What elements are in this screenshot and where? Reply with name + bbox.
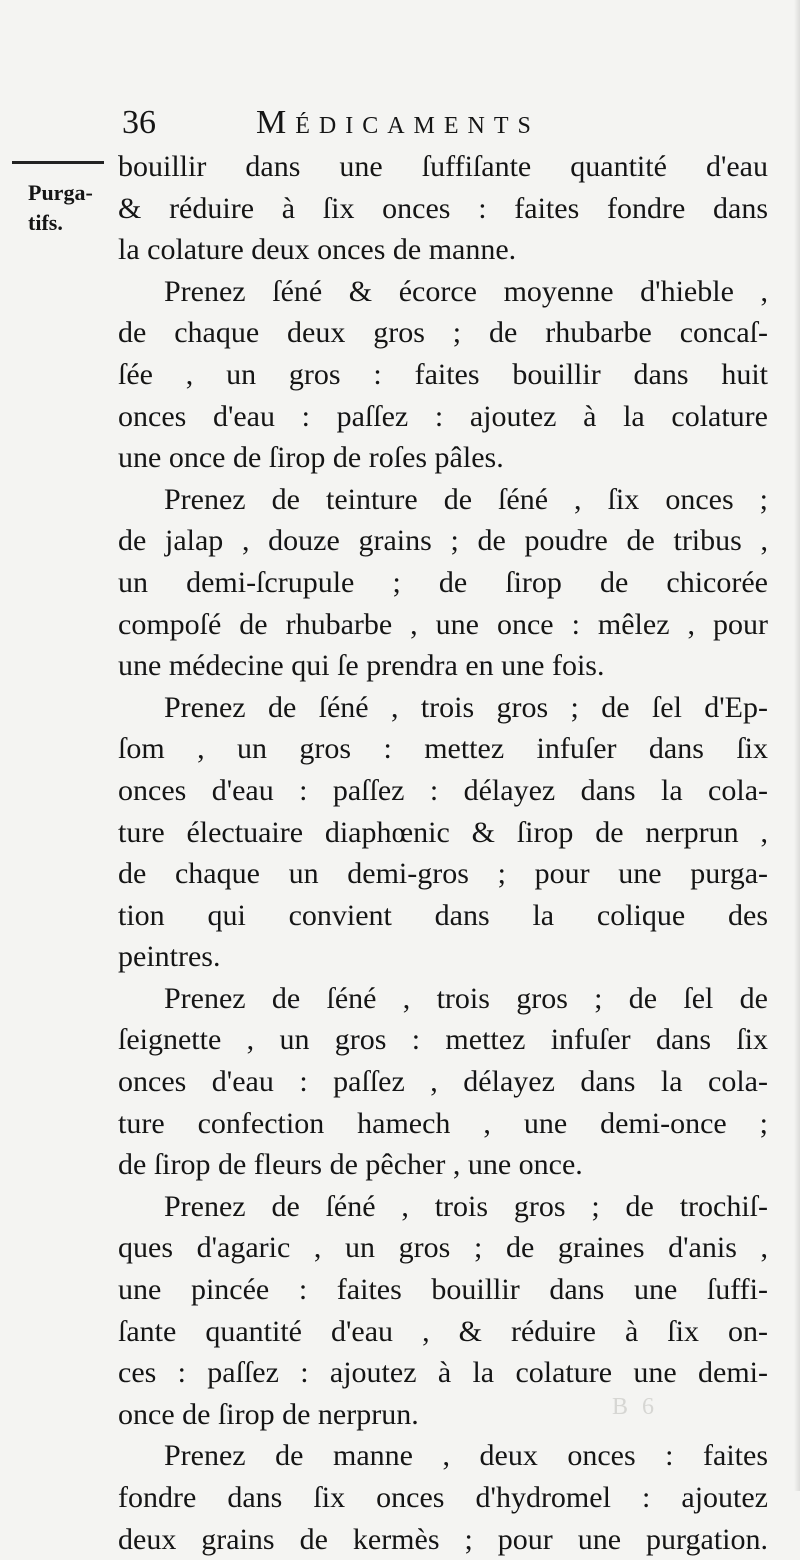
text-line: Prenez de ſéné , trois gros ; de ſel de bbox=[164, 981, 768, 1015]
text-line: de ſirop de fleurs de pêcher , une once. bbox=[118, 1148, 583, 1182]
text-line: once de ſirop de nerprun. bbox=[118, 1397, 419, 1431]
text-line: fondre dans ſix onces d'hydromel : ajoutez bbox=[118, 1481, 768, 1514]
text-line: Prenez de manne , deux onces : faites bbox=[164, 1439, 768, 1473]
page-body-text bbox=[118, 146, 768, 1560]
text-line: Prenez de teinture de ſéné , ſix onces ; bbox=[164, 482, 768, 516]
text-line: ture électuaire diaphœnic & ſirop de nerprun , bbox=[118, 815, 768, 849]
text-line: ſante quantité d'eau , & réduire à ſix on- bbox=[118, 1314, 768, 1348]
signature-mark: B 6 bbox=[612, 1394, 659, 1420]
running-head: Médicaments bbox=[256, 104, 540, 141]
text-line: une once de ſirop de roſes pâles. bbox=[118, 441, 504, 475]
margin-note-line: tifs. bbox=[28, 210, 63, 235]
text-line: une médecine qui ſe prendra en une fois. bbox=[118, 649, 605, 683]
text-line: tion qui convient dans la colique des bbox=[118, 898, 768, 932]
text-line: une pincée : faites bouillir dans une ſuffi- bbox=[118, 1273, 768, 1307]
text-line: onces d'eau : paſſez : ajoutez à la colature bbox=[118, 399, 768, 433]
text-line: onces d'eau : paſſez : délayez dans la cola- bbox=[118, 773, 768, 807]
text-line: ſée , un gros : faites bouillir dans huit bbox=[118, 357, 768, 391]
text-line: deux grains de kermès ; pour une purgation. bbox=[118, 1522, 768, 1556]
text-line: la colature deux onces de manne. bbox=[118, 233, 517, 267]
text-line: Prenez ſéné & écorce moyenne d'hieble , bbox=[164, 274, 768, 308]
text-line: ſom , un gros : mettez infuſer dans ſix bbox=[118, 732, 768, 766]
text-line: Prenez de ſéné , trois gros ; de trochiſ- bbox=[164, 1189, 768, 1223]
page-header bbox=[122, 98, 772, 148]
margin-note bbox=[28, 178, 98, 238]
text-line: de chaque un demi-gros ; pour une purga- bbox=[118, 857, 768, 891]
text-line: ſeignette , un gros : mettez infuſer dans ſix bbox=[118, 1023, 768, 1057]
page-edge-shadow bbox=[794, 0, 800, 1491]
page-number: 36 bbox=[122, 104, 156, 141]
text-line: compoſé de rhubarbe , une once : mêlez , pour bbox=[118, 607, 768, 641]
text-line: ture confection hamech , une demi-once ; bbox=[118, 1106, 768, 1140]
text-line: de chaque deux gros ; de rhubarbe concaſ- bbox=[118, 316, 768, 350]
text-line: ques d'agaric , un gros ; de graines d'anis , bbox=[118, 1231, 768, 1265]
text-line: & réduire à ſix onces : faites fondre dans bbox=[118, 191, 768, 225]
text-line: un demi-ſcrupule ; de ſirop de chicorée bbox=[118, 565, 768, 599]
margin-rule bbox=[12, 161, 104, 164]
text-line: Prenez de ſéné , trois gros ; de ſel d'Ep- bbox=[164, 690, 768, 724]
text-line: bouillir dans une ſuffiſante quantité d'eau bbox=[118, 150, 768, 183]
text-line: ces : paſſez : ajoutez à la colature une demi- bbox=[118, 1356, 768, 1390]
text-line: onces d'eau : paſſez , délayez dans la cola- bbox=[118, 1065, 768, 1099]
text-line: de jalap , douze grains ; de poudre de tribus , bbox=[118, 524, 768, 558]
margin-note-line: Purga- bbox=[28, 180, 93, 205]
text-line: peintres. bbox=[118, 940, 221, 974]
